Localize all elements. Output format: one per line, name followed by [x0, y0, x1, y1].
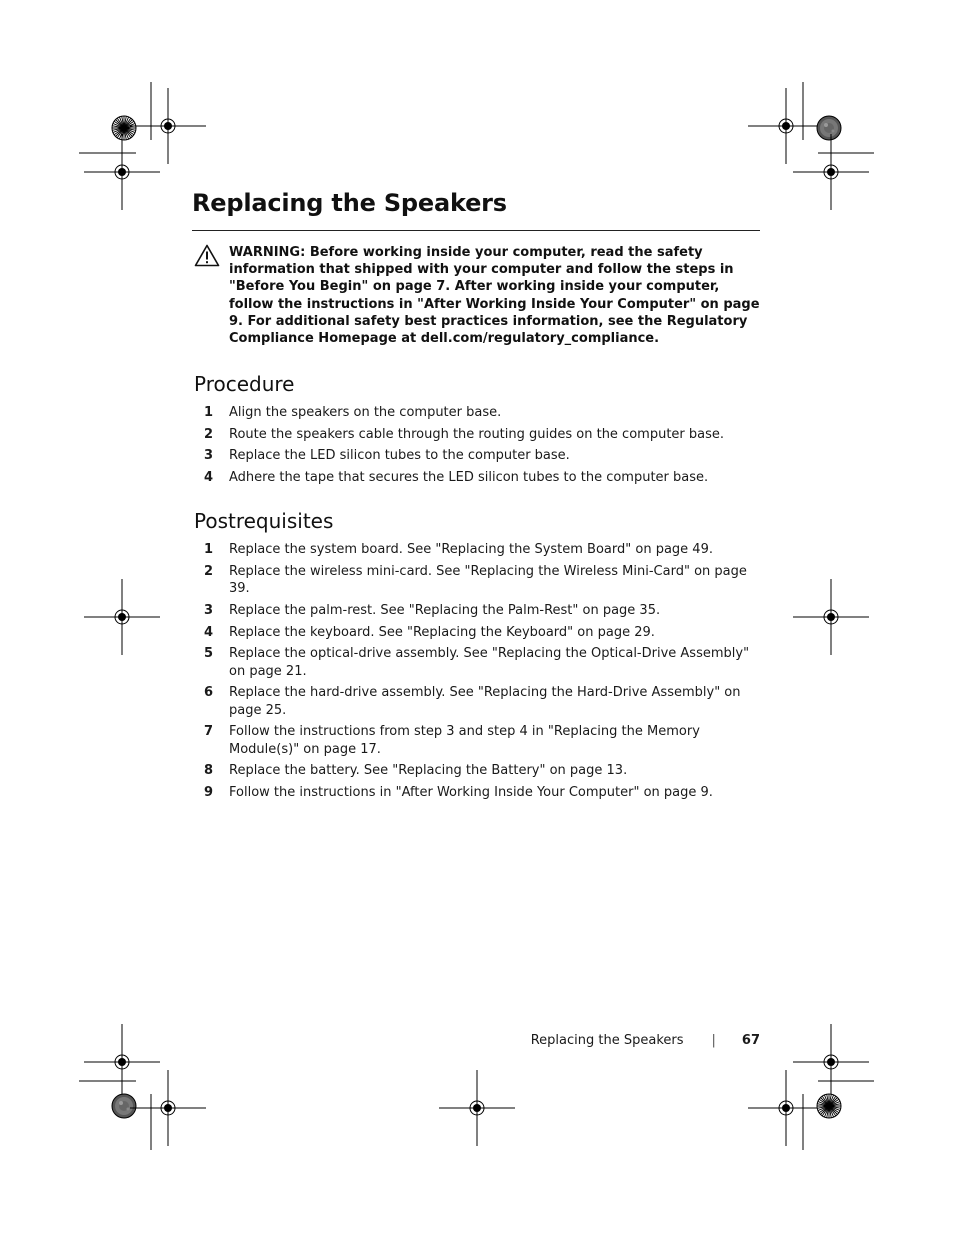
- step-text: Replace the system board. See "Replacing the System Board" on page 49.: [229, 542, 713, 557]
- step-text: Replace the wireless mini-card. See "Replacing the Wireless Mini-Card" on page 39.: [229, 563, 747, 596]
- list-item: [194, 762, 764, 779]
- procedure-steps: [194, 404, 764, 490]
- list-item: [194, 684, 764, 718]
- step-text: Replace the optical-drive assembly. See "Replacing the Optical-Drive Assembly" on page 21.: [229, 646, 750, 679]
- warning-notice: [192, 244, 760, 347]
- step-number: 7: [204, 724, 214, 740]
- step-text: Replace the keyboard. See "Replacing the Keyboard" on page 29.: [229, 624, 655, 640]
- step-text: Replace the hard-drive assembly. See "Replacing the Hard-Drive Assembly" on page 25.: [229, 685, 741, 718]
- list-item: [194, 563, 764, 597]
- step-number: 4: [204, 469, 214, 485]
- step-text: Route the speakers cable through the routing guides on the computer base.: [229, 426, 725, 442]
- list-item: [194, 447, 764, 464]
- list-item: [194, 469, 764, 486]
- page-number: 67: [741, 1033, 760, 1048]
- step-text: Follow the instructions from step 3 and step 4 in "Replacing the Memory Module(s)" on page 17.: [229, 724, 700, 757]
- step-number: 9: [204, 785, 214, 801]
- step-number: 1: [204, 405, 214, 420]
- list-item: [194, 541, 764, 558]
- step-number: 1: [204, 542, 214, 557]
- step-number: 3: [204, 448, 214, 464]
- step-text: Follow the instructions in "After Working Inside Your Computer" on page 9.: [229, 785, 713, 801]
- list-item: [194, 602, 764, 619]
- postrequisites-heading: Postrequisites: [194, 509, 334, 533]
- step-number: 6: [204, 685, 214, 701]
- step-number: 4: [204, 624, 214, 640]
- list-item: [194, 645, 764, 679]
- page-title: Replacing the Speakers: [192, 189, 507, 217]
- warning-text: WARNING: Before working inside your computer, read the safety information that shipped with your computer and follow the steps in "Before You Begin" on page 7. After working inside your computer, follow the instructions in "After Working Inside Your Computer" on page 9. For additional safety best practices information, see the Regulatory Compliance Homepage at dell.com/regulatory_compliance.: [229, 245, 760, 347]
- title-divider: [192, 230, 760, 231]
- warning-triangle-icon: [194, 244, 220, 267]
- step-number: 5: [204, 646, 214, 662]
- footer-section-title: Replacing the Speakers: [530, 1033, 684, 1048]
- step-text: Replace the LED silicon tubes to the computer base.: [229, 448, 570, 464]
- footer-separator: |: [711, 1033, 716, 1048]
- step-text: Replace the battery. See "Replacing the Battery" on page 13.: [229, 763, 628, 779]
- step-number: 3: [204, 602, 214, 618]
- list-item: [194, 404, 764, 421]
- step-text: Replace the palm-rest. See "Replacing the Palm-Rest" on page 35.: [229, 602, 661, 618]
- step-number: 2: [204, 563, 214, 579]
- list-item: [194, 624, 764, 641]
- list-item: [194, 426, 764, 443]
- procedure-heading: Procedure: [194, 372, 295, 396]
- step-text: Align the speakers on the computer base.: [229, 405, 502, 420]
- list-item: [194, 784, 764, 801]
- page-footer: [531, 1032, 760, 1049]
- step-number: 8: [204, 763, 214, 779]
- list-item: [194, 723, 764, 757]
- postrequisites-steps: [194, 541, 764, 806]
- step-number: 2: [204, 426, 214, 442]
- step-text: Adhere the tape that secures the LED silicon tubes to the computer base.: [229, 469, 709, 485]
